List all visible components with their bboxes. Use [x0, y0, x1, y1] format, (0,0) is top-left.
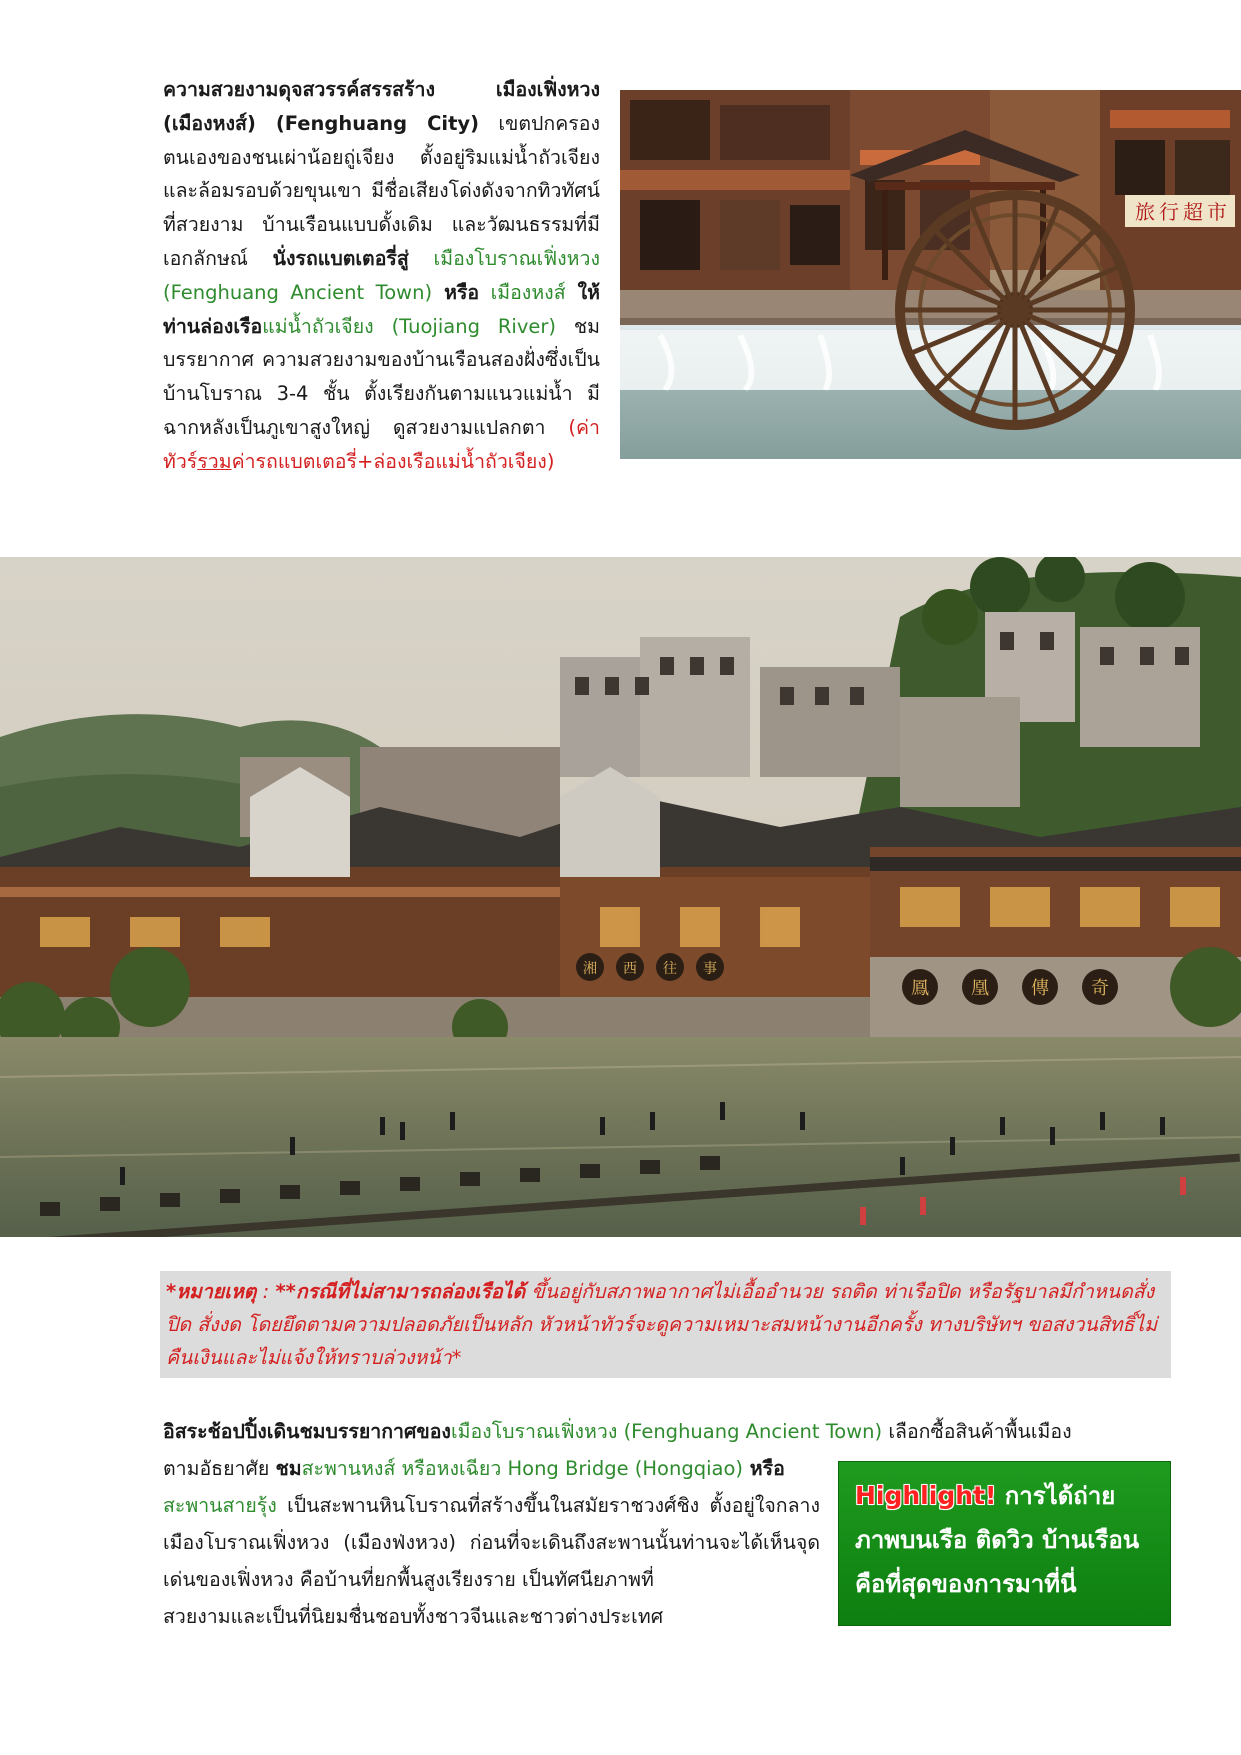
town-sign-char: 西: [623, 961, 637, 977]
intro-or: หรือ: [432, 280, 480, 304]
remark-note: [160, 1271, 1171, 1378]
highlight-box: [838, 1461, 1171, 1626]
town-sign-char: 奇: [1091, 978, 1109, 999]
intro-boat-trip: ให้ท่านล่องเรือ: [163, 280, 601, 338]
body-shopping-bold: อิสระช้อปปิ้งเดินชมบรรยากาศของ: [163, 1420, 451, 1443]
intro-paragraph: [163, 73, 600, 479]
note-bold-condition: **กรณีที่ไม่สามารถล่องเรือได้: [275, 1280, 526, 1303]
body-text-2: ตามอัธยาศัย: [163, 1457, 276, 1480]
note-colon: :: [256, 1280, 276, 1303]
town-sign-char: 凰: [971, 978, 989, 999]
waterwheel-photo: [620, 90, 1241, 459]
body-see-bold: ชม: [275, 1457, 302, 1480]
fenghuang-town-graphic: [0, 557, 1241, 1237]
intro-price-note-b: ค่ารถแบตเตอรี่+ล่องเรือแม่น้ำถัวเจียง): [231, 449, 555, 473]
fenghuang-town-photo: [0, 557, 1241, 1237]
town-sign-char: 鳳: [911, 978, 929, 999]
body-or-bold: หรือ: [743, 1457, 785, 1480]
note-label: *หมายเหตุ: [166, 1280, 257, 1303]
body-text-1: เลือกซื้อสินค้าพื้นเมือง: [882, 1420, 1072, 1443]
body-rainbow-bridge: สะพานสายรุ้ง: [163, 1494, 277, 1517]
town-sign-char: 往: [663, 961, 677, 977]
intro-text-2: ชมบรรยากาศ ความสวยงามของบ้านเรือนสองฝั่งซึ่งเป็นบ้านโบราณ 3-4 ชั้น ตั้งเรียงกันตามแนวแม่น้ำ มีฉากหลังเป็นภูเขาสูงใหญ่ ดูสวยงามแปลกตา: [163, 314, 600, 439]
top-photo-sign-text: 旅 行 超 市: [1135, 200, 1227, 224]
town-sign-char: 傳: [1031, 978, 1049, 999]
intro-title: ความสวยงามดุจสวรรค์สรรสร้าง เมืองเฟิ่งหวง (เมืองหงส์) (Fenghuang City): [163, 78, 600, 135]
intro-river: แม่น้ำถัวเจียง (Tuojiang River): [262, 314, 556, 338]
body-line-2: [163, 1450, 820, 1487]
intro-price-note-included: รวม: [197, 449, 232, 473]
intro-text: เขตปกครองตนเองของชนเผ่าน้อยถู่เจียง ตั้งอยู่ริมแม่น้ำถัวเจียงและล้อมรอบด้วยขุนเขา มีชื่อเสียงโด่งดังจากทิวทัศน์ที่สวยงาม บ้านเรือนแบบดั้งเดิม และวัฒนธรรมที่มีเอกลักษณ์: [163, 111, 600, 270]
note-text: ขึ้นอยู่กับสภาพอากาศไม่เอื้ออำนวย รถติด ท่าเรือปิด หรือรัฐบาลมีกำหนดสั่งปิด สั่งงด โดยยึดตามความปลอดภัยเป็นหลัก หัวหน้าทัวร์จะดูความเหมาะสมหน้างานอีกครั้ง ทางบริษัทฯ ขอสงวนสิทธิ์ไม่คืนเงินและไม่แจ้งให้ทราบล่วงหน้า*: [166, 1280, 1158, 1369]
body-line-3: [163, 1487, 820, 1598]
highlight-label: Highlight!: [855, 1481, 997, 1510]
intro-bold-battery: นั่งรถแบตเตอรี่สู่: [272, 246, 409, 270]
body-text-3: เป็นสะพานหินโบราณที่สร้างขึ้นในสมัยราชวงศ์ชิง ตั้งอยู่ใจกลางเมืองโบราณเฟิ่งหวง (เมืองฟ่งหวง) ก่อนที่จะเดินถึงสะพานนั้นท่านจะได้เห็นจุดเด่นของเฟิ่งหวง คือบ้านที่ยกพื้นสูงเรียงราย เป็นทัศนียภาพที่: [163, 1494, 820, 1591]
body-text-4: สวยงามและเป็นที่นิยมชื่นชอบทั้งชาวจีนและชาวต่างประเทศ: [163, 1605, 664, 1628]
town-sign-char: 事: [703, 961, 717, 977]
waterwheel-photo-graphic: [620, 90, 1241, 459]
intro-ancient-town: เมืองโบราณเฟิ่งหวง (Fenghuang Ancient Town): [163, 246, 600, 304]
intro-price-note-a: (ค่าทัวร์: [163, 415, 600, 473]
highlight-text: การได้ถ่ายภาพบนเรือ ติดวิว บ้านเรือน คือที่สุดของการมาที่นี่: [855, 1482, 1140, 1598]
body-hong-bridge: สะพานหงส์ หรือหงเฉียว Hong Bridge (Hongqiao): [301, 1457, 743, 1480]
intro-phoenix-city: เมืองหงส์: [479, 280, 566, 304]
town-sign-char: 湘: [583, 961, 597, 977]
body-line-1: [163, 1413, 1169, 1450]
body-ancient-town: เมืองโบราณเฟิ่งหวง (Fenghuang Ancient Town): [450, 1420, 883, 1443]
